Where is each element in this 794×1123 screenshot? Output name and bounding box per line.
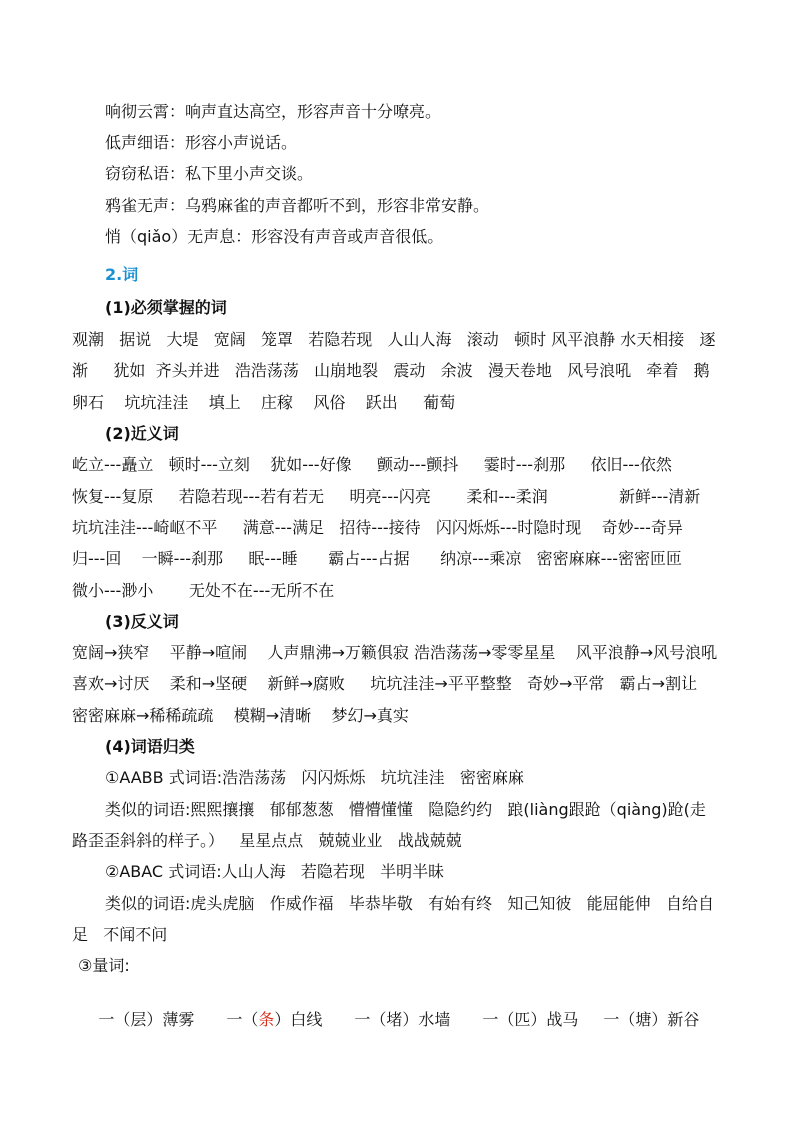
measure-item (462, 987, 578, 1053)
measure-prefix: 一（ (482, 1010, 515, 1029)
measure-word: 堵 (386, 1010, 403, 1029)
measure-word: 层 (130, 1010, 147, 1029)
measure-suffix: ）水墙 (402, 1010, 451, 1029)
measure-word: 匹 (514, 1010, 531, 1029)
classify-line: 类似的词语:熙熙攘攘 郁郁葱葱 懵懵懂懂 隐隐约约 踉(liàng跟跄（qiàng)跄(走 (105, 800, 706, 819)
idiom-line: 响彻云霄：响声直达高空，形容声音十分嘹亮。 (105, 102, 442, 121)
subsection-heading: (3)反义词 (105, 612, 179, 631)
measure-suffix: ）薄雾 (146, 1010, 195, 1029)
synonym-line: 屹立---矗立 顿时---立刻 犹如---好像 颤动---颤抖 霎时---刹那 依旧---依然 (72, 455, 672, 474)
synonym-line: 归---回 一瞬---刹那 眠---睡 霸占---占据 纳凉---乘凉 密密麻麻---密密匝匝 (72, 549, 682, 568)
synonym-line: 恢复---复原 若隐若现---若有若无 明亮---闪亮 柔和---柔润 新鲜---清新 (72, 487, 701, 506)
measure-item (334, 987, 450, 1053)
subsection-heading: (2)近义词 (105, 424, 179, 443)
measure-suffix: ）新谷 (651, 1010, 700, 1029)
classify-line: 路歪歪斜斜的样子。） 星星点点 兢兢业业 战战兢兢 (72, 831, 462, 850)
antonym-line: 喜欢→讨厌 柔和→坚硬 新鲜→腐败 坑坑洼洼→平平整整 奇妙→平常 霸占→割让 (72, 674, 698, 693)
synonym-line: 坑坑洼洼---崎岖不平 满意---满足 招待---接待 闪闪烁烁---时隐时现 奇妙---奇异 (72, 518, 683, 537)
measure-word: 条 (258, 1010, 275, 1029)
subsection-heading: ③量词: (78, 956, 130, 975)
measure-prefix: 一（ (603, 1010, 636, 1029)
classify-line: 足 不闻不问 (72, 925, 168, 944)
word-list-line: 卵石 坑坑洼洼 填上 庄稼 风俗 跃出 葡萄 (72, 393, 456, 412)
measure-suffix: ）白线 (274, 1010, 323, 1029)
measure-item (206, 987, 322, 1053)
subsection-heading: (1)必须掌握的词 (105, 298, 227, 317)
idiom-line: 低声细语：形容小声说话。 (105, 133, 298, 152)
measure-prefix: 一（ (226, 1010, 259, 1029)
measure-suffix: ）战马 (530, 1010, 579, 1029)
idiom-line: 鸦雀无声：乌鸦麻雀的声音都听不到，形容非常安静。 (105, 196, 490, 215)
antonym-line: 宽阔→狭窄 平静→喧闹 人声鼎沸→万籁俱寂 浩浩荡荡→零零星星 风平浪静→风号浪吼 (72, 643, 718, 662)
measure-item (583, 987, 699, 1053)
word-list-line: 观潮 据说 大堤 宽阔 笼罩 若隐若现 人山人海 滚动 顿时 风平浪静 水天相接 逐 (72, 330, 716, 349)
classify-line: 类似的词语:虎头虎脑 作威作福 毕恭毕敬 有始有终 知己知彼 能屈能伸 自给自 (105, 894, 714, 913)
classify-line: ②ABAC 式词语:人山人海 若隐若现 半明半昧 (105, 862, 445, 881)
idiom-line: 悄（qiǎo）无声息：形容没有声音或声音很低。 (105, 227, 444, 246)
measure-word: 塘 (635, 1010, 652, 1029)
idiom-line: 窃窃私语：私下里小声交谈。 (105, 164, 314, 183)
antonym-line: 密密麻麻→稀稀疏疏 模糊→清晰 梦幻→真实 (72, 706, 409, 725)
measure-prefix: 一（ (354, 1010, 387, 1029)
measure-prefix: 一（ (98, 1010, 131, 1029)
section-heading: 2.词 (105, 265, 139, 284)
measure-item (78, 987, 194, 1053)
subsection-heading: (4)词语归类 (105, 737, 195, 756)
synonym-line: 微小---渺小 无处不在---无所不在 (72, 581, 335, 600)
classify-line: ①AABB 式词语:浩浩荡荡 闪闪烁烁 坑坑洼洼 密密麻麻 (105, 768, 524, 787)
word-list-line: 渐 犹如 齐头并进 浩浩荡荡 山崩地裂 震动 余波 漫天卷地 风号浪吼 牵着 鹅 (72, 361, 710, 380)
